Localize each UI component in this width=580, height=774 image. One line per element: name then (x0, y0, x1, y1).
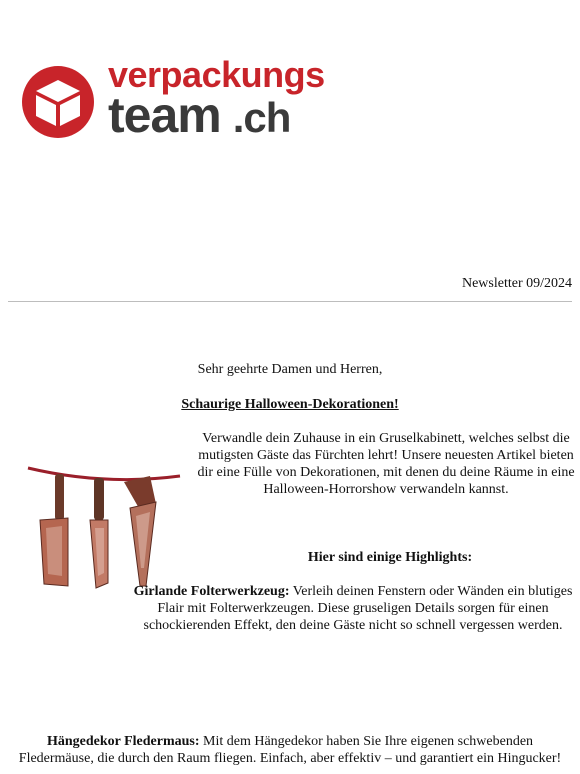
logo-text-domain: .ch (232, 94, 291, 141)
newsletter-issue: Newsletter 09/2024 (461, 276, 572, 291)
highlight-item-title: Hängedekor Fledermaus: (46, 734, 200, 749)
logo-text-bottom (108, 86, 290, 144)
highlights-title: Hier sind einige Highlights: (307, 550, 473, 565)
garland-tools-image (24, 458, 184, 593)
box-logo-icon (20, 64, 96, 140)
intro-paragraph: Verwandle dein Zuhause in ein Gruselkabinett, welches selbst die mutigsten Gäste das Fürchten lehrt! Unsere neuesten Artikel bieten dir eine Fülle von Dekorationen, mit denen du deine Räume in eine Halloween-Horrorshow verwandeln kannst. (197, 431, 575, 497)
header-divider (8, 301, 572, 302)
highlight-item-title: Girlande Folterwerkzeug: (133, 584, 290, 599)
highlight-item-text: Mit dem Hängedekor haben Sie Ihre eigenen schwebenden Fledermäuse, die durch den Raum fliegen. Einfach, aber effektiv – und garantiert ein Hingucker! (18, 734, 562, 766)
highlight-item-text: Verleih deinen Fenstern oder Wänden ein blutiges Flair mit Folterwerkzeugen. Diese gruseligen Details sorgen für einen schockierenden Effekt, den deine Gäste nicht so schnell vergessen werden. (143, 584, 573, 633)
brand-logo[interactable] (20, 54, 325, 143)
highlight-item (8, 733, 572, 767)
greeting: Sehr geehrte Damen und Herren, (197, 362, 383, 377)
headline: Schaurige Halloween-Dekorationen! (181, 397, 399, 412)
logo-text-team: team (108, 87, 221, 143)
highlight-item (130, 583, 576, 634)
logo-text-top: verpackungs (108, 54, 325, 95)
